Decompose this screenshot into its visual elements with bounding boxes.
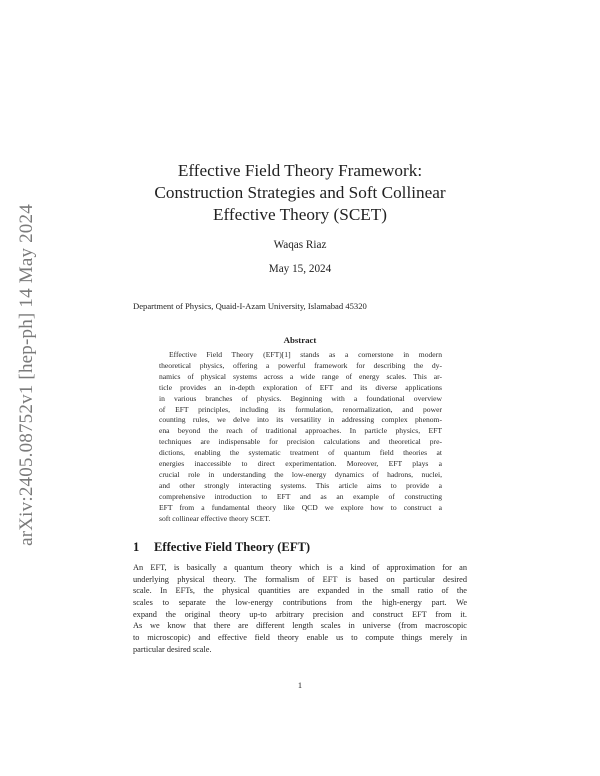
abstract-heading: Abstract — [283, 335, 317, 345]
abstract-line: ticle provides an in-depth exploration of EFT and its diverse applications — [159, 382, 442, 392]
abstract-line: ena beyond the reach of traditional approaches. In particle physics, EFT — [159, 426, 442, 436]
abstract-line: Effective Field Theory (EFT)[1] stands as a cornerstone in modern — [169, 350, 442, 359]
body-line: particular desired scale. — [133, 644, 212, 654]
abstract-line: and other strongly interacting systems. This article aims to provide a — [159, 480, 442, 490]
arxiv-identifier-text: arXiv:2405.08752v1 [hep-ph] 14 May 2024 — [16, 204, 37, 546]
abstract-line: comprehensive introduction to EFT and as an example of constructing — [159, 491, 442, 501]
abstract-line: of EFT principles, including its formulation, renormalization, and power — [159, 404, 442, 414]
section-title: Effective Field Theory (EFT) — [154, 540, 311, 554]
title-line: Effective Theory (SCET) — [212, 205, 388, 224]
title-line: Construction Strategies and Soft Collinear — [154, 183, 446, 202]
abstract-line: crucial role in understanding the low-energy dynamics of hadrons, nuclei, — [159, 469, 442, 479]
body-line: scale. In EFTs, the physical quantities are expanded in the small ratio of the — [133, 586, 467, 596]
abstract-line: EFT from a fundamental theory like QCD we explore how to construct a — [159, 502, 442, 512]
section-number: 1 — [133, 540, 140, 554]
paper-title — [100, 160, 500, 226]
abstract-line: namics of physical systems across a wide range of energy scales. This ar- — [159, 371, 442, 381]
body-line: to microscopic) and effective field theory enable us to compute things merely in — [133, 632, 467, 642]
author-affiliation: Department of Physics, Quaid-I-Azam University, Islamabad 45320 — [133, 301, 367, 311]
abstract-body — [159, 350, 442, 525]
author-name: Waqas Riaz — [273, 239, 327, 251]
page-number: 1 — [297, 681, 303, 690]
body-line: As we know that there are different length scales in universe (from macroscopic — [133, 621, 467, 631]
abstract-line: energies inaccessible to direct experimentation. Moreover, EFT plays a — [159, 459, 442, 469]
abstract-line: counting rules, we delve into its versatility in addressing complex phenom- — [159, 415, 442, 425]
title-line: Effective Field Theory Framework: — [177, 161, 423, 180]
body-line: scales to separate the low-energy contributions from the high-energy part. We — [133, 597, 467, 607]
arxiv-identifier-stamp — [14, 180, 40, 570]
section-heading — [133, 540, 310, 555]
body-line: underlying physical theory. The formalism of EFT is based on particular desired — [133, 574, 467, 584]
abstract-line: in various branches of physics. Beginning with a foundational overview — [159, 393, 442, 403]
abstract-line: techniques are indispensable for precision calculations and theoretical pre- — [159, 437, 442, 447]
abstract-line: soft collinear effective theory SCET. — [159, 513, 271, 523]
abstract-line: dictions, enabling the systematic treatment of quantum field theories at — [159, 448, 442, 458]
abstract-line: theoretical physics, offering a powerful framework for describing the dy- — [159, 360, 442, 370]
body-line: An EFT, is basically a quantum theory which is a kind of approximation for an — [133, 563, 467, 572]
publication-date: May 15, 2024 — [268, 263, 332, 275]
section-body — [133, 562, 467, 655]
body-line: expand the original theory up-to arbitrary precision and construct EFT from it. — [133, 609, 467, 619]
